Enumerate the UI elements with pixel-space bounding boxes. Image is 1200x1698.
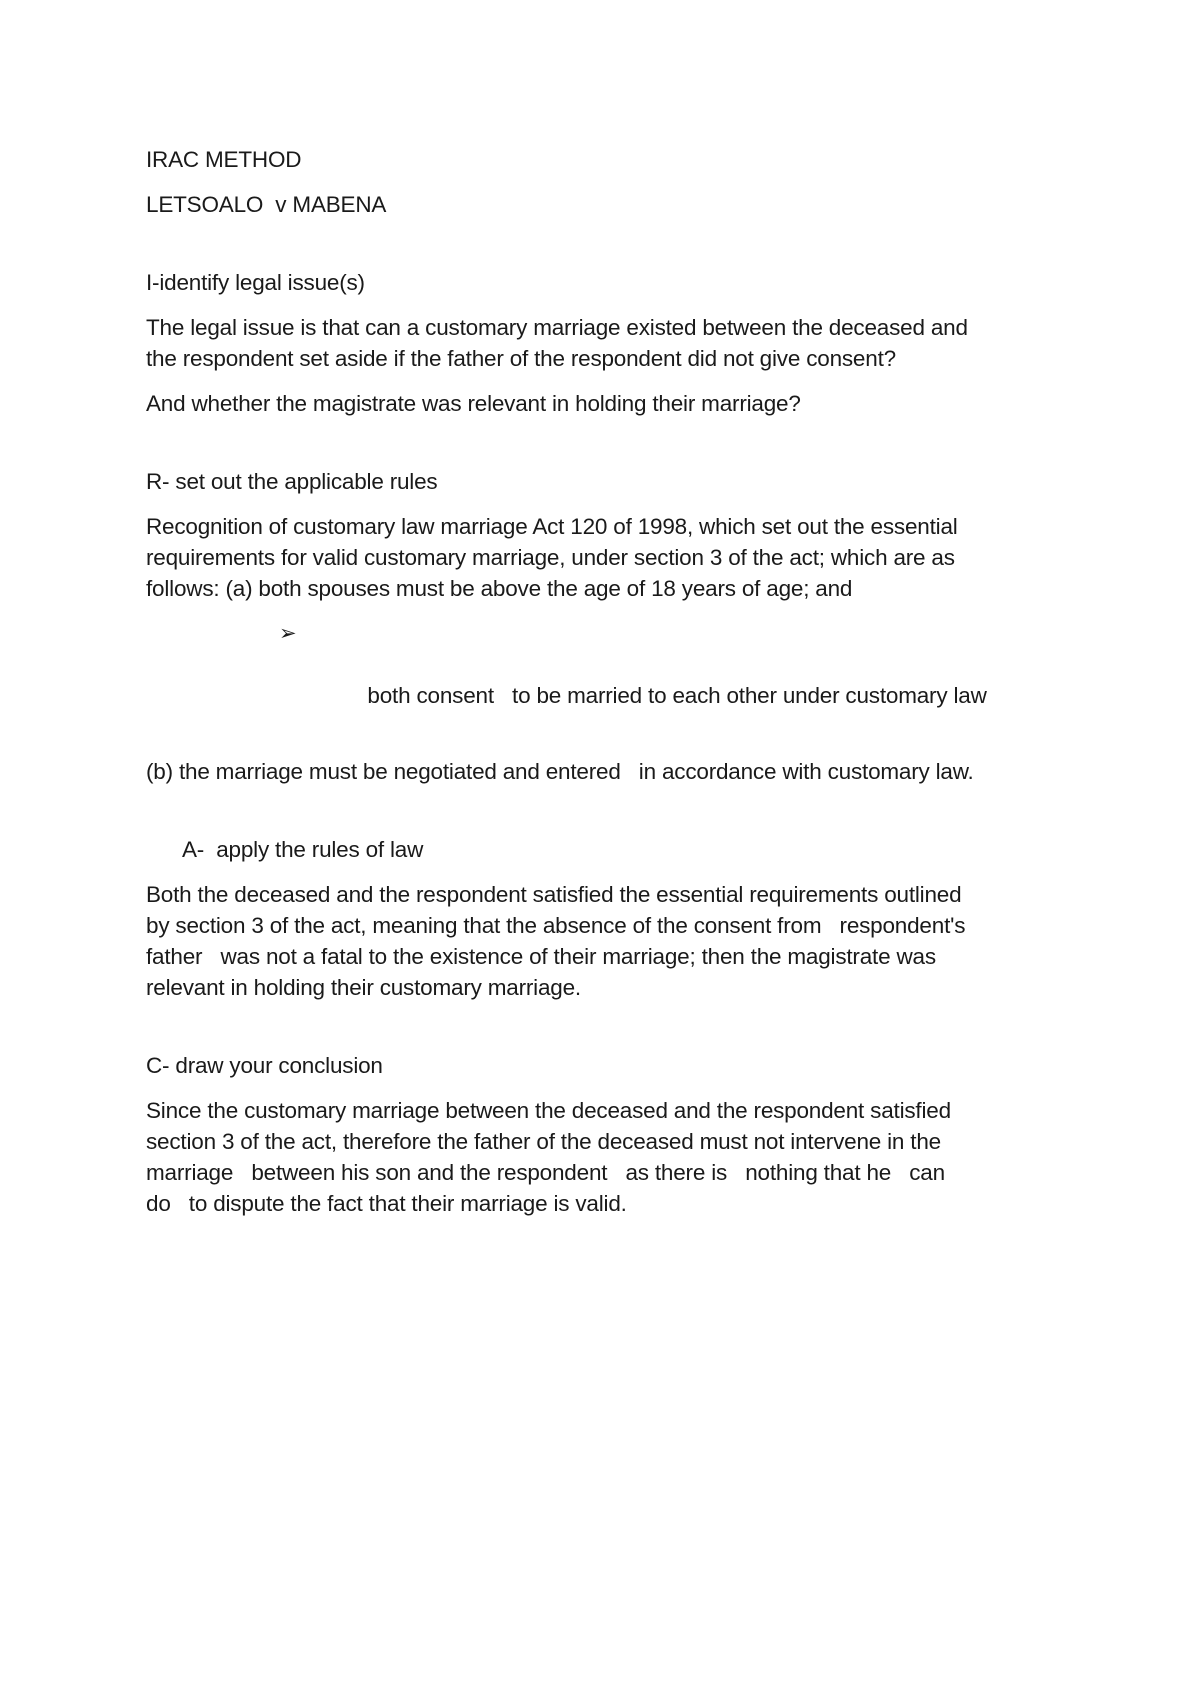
issue-paragraph [146, 312, 1076, 374]
rule-line: follows: (a) both spouses must be above the age of 18 years of age; and [146, 576, 853, 601]
rule-line: Recognition of customary law marriage Act 120 of 1998, which set out the essential [146, 514, 958, 539]
conclusion-line: Since the customary marriage between the deceased and the respondent satisfied [146, 1098, 951, 1123]
issue-paragraph-2: And whether the magistrate was relevant in holding their marriage? [146, 391, 801, 416]
conclusion-section [146, 1050, 1076, 1219]
application-line: by section 3 of the act, meaning that the absence of the consent from respondent's [146, 913, 966, 938]
document-body [146, 144, 1076, 1219]
conclusion-paragraph [146, 1095, 1076, 1219]
rule-section [146, 466, 1076, 787]
case-name: LETSOALO v MABENA [146, 192, 387, 217]
rule-clause-b: (b) the marriage must be negotiated and entered in accordance with customary law. [146, 759, 974, 784]
issue-heading: I-identify legal issue(s) [146, 270, 365, 295]
issue-line: the respondent set aside if the father of the respondent did not give consent? [146, 346, 896, 371]
document-title: IRAC METHOD [146, 147, 302, 172]
issue-line: The legal issue is that can a customary marriage existed between the deceased and [146, 315, 968, 340]
issue-section [146, 267, 1076, 419]
rule-heading: R- set out the applicable rules [146, 469, 438, 494]
application-line: father was not a fatal to the existence of their marriage; then the magistrate was [146, 944, 936, 969]
arrow-bullet-icon: ➢ [279, 621, 297, 645]
rule-line: requirements for valid customary marriage, under section 3 of the act; which are as [146, 545, 955, 570]
conclusion-line: section 3 of the act, therefore the father of the deceased must not intervene in the [146, 1129, 941, 1154]
application-section [146, 834, 1076, 1003]
application-line: relevant in holding their customary marriage. [146, 975, 581, 1000]
application-heading: A- apply the rules of law [182, 837, 424, 862]
conclusion-line: marriage between his son and the respondent as there is nothing that he can [146, 1160, 945, 1185]
application-line: Both the deceased and the respondent satisfied the essential requirements outlined [146, 882, 962, 907]
rule-paragraph [146, 511, 1076, 604]
application-paragraph [146, 879, 1076, 1003]
rule-bullet-text: both consent to be married to each other under customary law [367, 683, 987, 708]
conclusion-heading: C- draw your conclusion [146, 1053, 383, 1078]
conclusion-line: do to dispute the fact that their marriage is valid. [146, 1191, 627, 1216]
rule-bullet-item [146, 618, 1076, 742]
